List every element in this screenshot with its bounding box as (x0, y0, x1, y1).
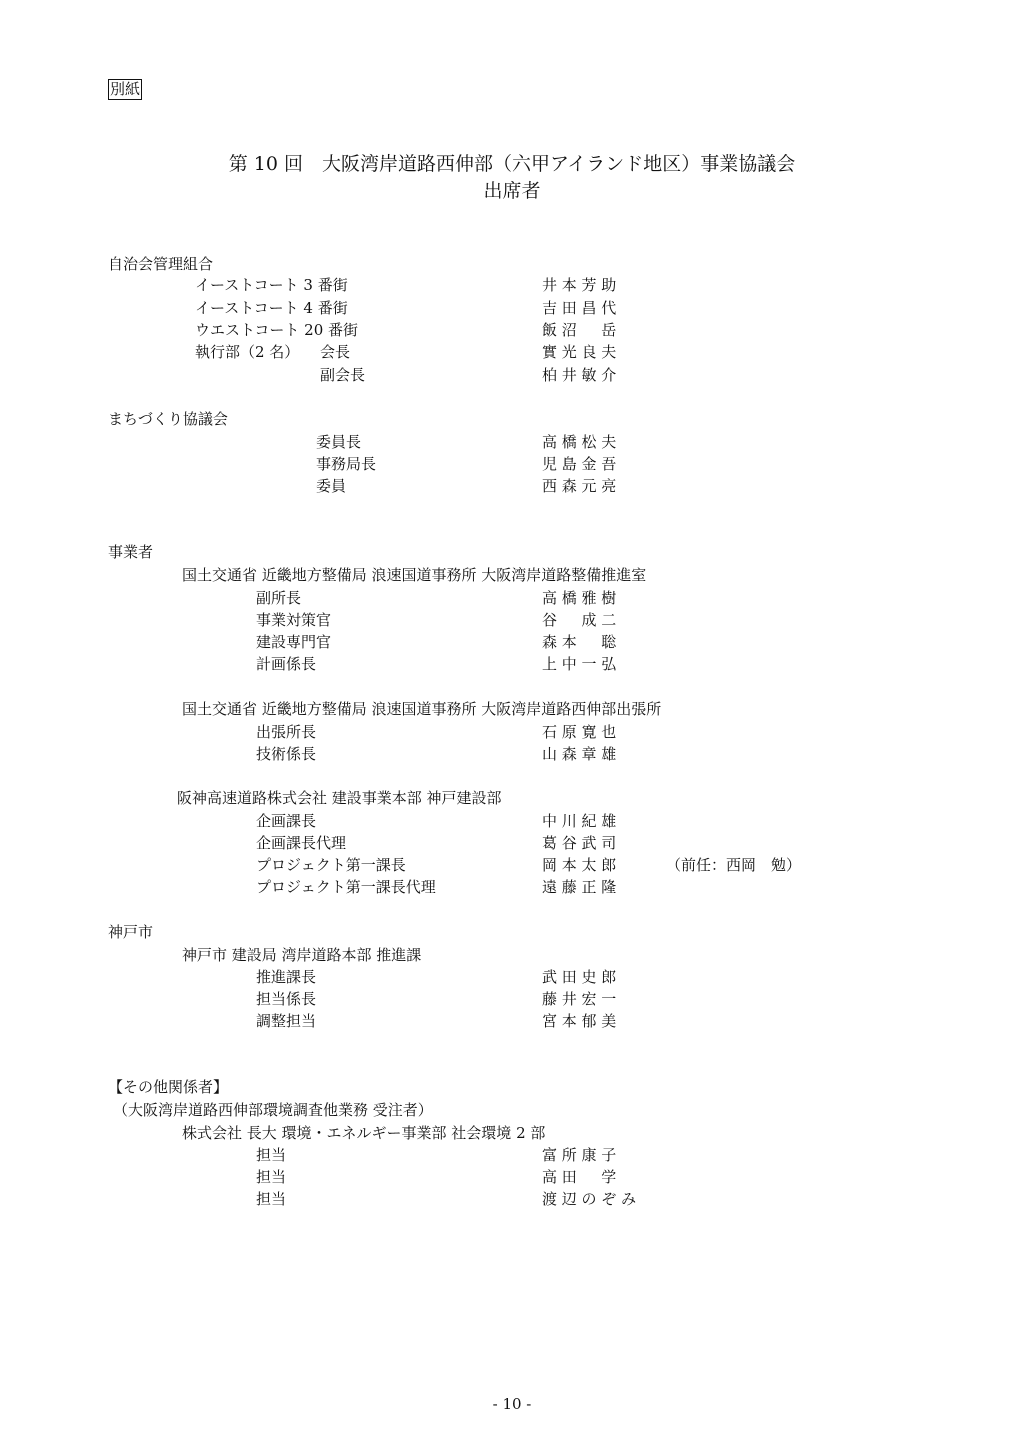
section-heading-jichikai: 自治会管理組合 (108, 255, 214, 273)
section-heading-kobe: 神戸市 (108, 923, 154, 941)
attendee-name: 藤 井 宏 一 (542, 990, 617, 1008)
attendee-name: 柏 井 敏 介 (542, 366, 617, 384)
document-title: 第 10 回 大阪湾岸道路西伸部（六甲アイランド地区）事業協議会 (228, 153, 796, 175)
attendee-role: 調整担当 (256, 1012, 317, 1030)
attendee-role: 担当 (256, 1168, 287, 1186)
row-label: ウエストコート 20 番街 (195, 321, 359, 339)
attendee-name: 児 島 金 吾 (542, 455, 617, 473)
attendee-role: 計画係長 (256, 655, 317, 673)
attendee-name: 飯 沼 岳 (542, 321, 617, 339)
attendee-name: 谷 成 二 (542, 611, 617, 629)
attendee-name: 實 光 良 夫 (542, 343, 617, 361)
organization-name: 国土交通省 近畿地方整備局 浪速国道事務所 大阪湾岸道路西伸部出張所 (182, 700, 662, 718)
attendee-name: 武 田 史 郎 (542, 968, 617, 986)
attendee-name: 石 原 寛 也 (542, 723, 617, 741)
attendee-role: 建設専門官 (256, 633, 332, 651)
attendee-role: 事業対策官 (256, 611, 332, 629)
attendee-name: 渡 辺 の ぞ み (542, 1190, 637, 1208)
attendee-role: プロジェクト第一課長 (256, 856, 406, 874)
attendee-role: 担当 (256, 1146, 287, 1164)
attendee-name: 森 本 聡 (542, 633, 617, 651)
others-subheading: （大阪湾岸道路西伸部環境調査他業務 受注者） (113, 1101, 433, 1119)
attendee-name: 吉 田 昌 代 (542, 299, 617, 317)
attendee-role: 副会長 (320, 366, 366, 384)
organization-name: 神戸市 建設局 湾岸道路本部 推進課 (182, 946, 422, 964)
attendee-name: 山 森 章 雄 (542, 745, 617, 763)
row-label: 執行部（2 名） (195, 343, 300, 361)
document-subtitle: 出席者 (483, 180, 541, 202)
attendee-name: 富 所 康 子 (542, 1146, 617, 1164)
organization-name: 阪神高速道路株式会社 建設事業本部 神戸建設部 (177, 789, 502, 807)
attendee-role: プロジェクト第一課長代理 (256, 878, 436, 896)
section-heading-jigyosha: 事業者 (108, 543, 154, 561)
attendee-name: 高 橋 雅 樹 (542, 589, 617, 607)
attendee-role: 委員 (316, 477, 347, 495)
attendee-name: 宮 本 郁 美 (542, 1012, 617, 1030)
attendee-name: 岡 本 太 郎 (542, 856, 617, 874)
attendee-role: 推進課長 (256, 968, 317, 986)
row-label: イーストコート 3 番街 (195, 276, 348, 294)
attendee-role: 事務局長 (316, 455, 377, 473)
attendee-name: 井 本 芳 助 (542, 276, 617, 294)
attendee-role: 委員長 (316, 433, 362, 451)
attendee-name: 遠 藤 正 隆 (542, 878, 617, 896)
organization-name: 株式会社 長大 環境・エネルギー事業部 社会環境 2 部 (182, 1124, 546, 1142)
attendee-role: 出張所長 (256, 723, 317, 741)
attendee-name: 西 森 元 亮 (542, 477, 617, 495)
page-number: - 10 - (492, 1395, 532, 1413)
attachment-tag: 別紙 (110, 80, 141, 98)
section-heading-machizukuri: まちづくり協議会 (108, 410, 228, 428)
attendee-role: 会長 (320, 343, 351, 361)
attendee-name: 中 川 紀 雄 (542, 812, 617, 830)
attendee-role: 企画課長 (256, 812, 317, 830)
row-label: イーストコート 4 番街 (195, 299, 348, 317)
section-heading-others: 【その他関係者】 (108, 1078, 229, 1096)
attendee-role: 企画課長代理 (256, 834, 347, 852)
attendee-role: 担当係長 (256, 990, 317, 1008)
attendee-name: 上 中 一 弘 (542, 655, 617, 673)
organization-name: 国土交通省 近畿地方整備局 浪速国道事務所 大阪湾岸道路整備推進室 (182, 566, 647, 584)
attendee-name: 葛 谷 武 司 (542, 834, 617, 852)
attendee-name: 高 橋 松 夫 (542, 433, 617, 451)
attendee-role: 担当 (256, 1190, 287, 1208)
predecessor-note: （前任：西岡 勉） (666, 856, 802, 874)
attendee-role: 技術係長 (256, 745, 317, 763)
attendee-role: 副所長 (256, 589, 302, 607)
attendee-name: 高 田 学 (542, 1168, 617, 1186)
